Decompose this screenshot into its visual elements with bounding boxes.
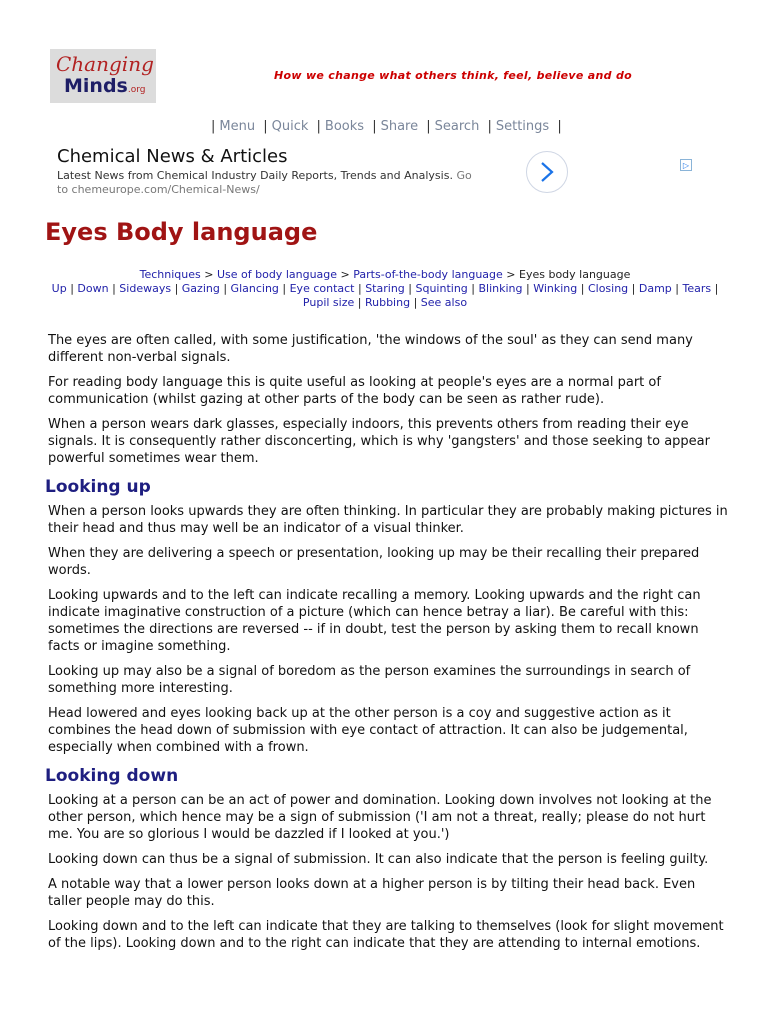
looking-up-paragraph: When a person looks upwards they are often thinking. In particular they are probably making pictures in their head and thus may well be an indicator of a visual thinker. [48, 504, 728, 536]
breadcrumb-current: Eyes body language [519, 268, 631, 281]
ad-arrow-button[interactable] [526, 151, 568, 193]
chevron-right-icon [540, 161, 554, 183]
section-link-see-also[interactable]: See also [420, 296, 468, 309]
article-body [45, 332, 728, 960]
looking-down-paragraph: Looking down can thus be a signal of submission. It can also indicate that the person is feeling guilty. [48, 852, 709, 867]
section-link-gazing[interactable]: Gazing [181, 282, 220, 295]
nav-books[interactable]: Books [324, 119, 365, 134]
logo-line-1: Changing [56, 52, 154, 76]
looking-up-paragraph: Head lowered and eyes looking back up at the other person is a coy and suggestive action as it combines the head down of submission with eye contact of attraction. It can also be judgemental, especially when combined with a frown. [48, 706, 688, 755]
section-link-damp[interactable]: Damp [638, 282, 672, 295]
breadcrumb-parts-of-body[interactable]: Parts-of-the-body language [353, 268, 503, 281]
ad-title[interactable]: Chemical News & Articles [57, 146, 288, 167]
section-link-blinking[interactable]: Blinking [478, 282, 523, 295]
section-link-pupil-size[interactable]: Pupil size [302, 296, 355, 309]
logo-word: Minds [64, 75, 128, 97]
ad-goto-link[interactable]: Go to chemeurope.com/Chemical-News/ [57, 169, 472, 196]
section-link-glancing[interactable]: Glancing [230, 282, 279, 295]
section-links: Up | Down | Sideways | Gazing | Glancing | Eye contact | Staring | Squinting | Blinking | Winking | Closing | Damp | Tears | Pupil size | Rubbing | See also [51, 282, 719, 309]
section-link-rubbing[interactable]: Rubbing [364, 296, 411, 309]
section-link-staring[interactable]: Staring [365, 282, 405, 295]
looking-up-paragraph: Looking up may also be a signal of boredom as the person examines the surroundings in search of something more interesting. [48, 664, 691, 696]
section-link-tears[interactable]: Tears [682, 282, 712, 295]
heading-looking-down: Looking down [45, 766, 179, 786]
intro-paragraph: When a person wears dark glasses, especially indoors, this prevents others from reading their eye signals. It is consequently rather disconcerting, which is why 'gangsters' and those seeking to appear powerful sometimes wear them. [48, 417, 710, 466]
intro-paragraph: The eyes are often called, with some justification, 'the windows of the soul' as they can send many different non-verbal signals. [48, 333, 693, 365]
ad-choices-icon[interactable]: ▷ [680, 159, 692, 171]
heading-looking-up: Looking up [45, 477, 151, 497]
section-link-down[interactable]: Down [77, 282, 109, 295]
page-title: Eyes Body language [45, 218, 318, 246]
looking-down-paragraph: A notable way that a lower person looks down at a higher person is by tilting their head back. Even taller people may do this. [48, 877, 696, 909]
section-link-winking[interactable]: Winking [533, 282, 578, 295]
looking-up-paragraph: When they are delivering a speech or presentation, looking up may be their recalling their prepared words. [48, 546, 700, 578]
breadcrumb [45, 268, 725, 310]
nav-menu[interactable]: Menu [219, 119, 256, 134]
nav-quick[interactable]: Quick [271, 119, 309, 134]
top-nav: | Menu | Quick | Books | Share | Search | Settings | [211, 119, 562, 134]
nav-share[interactable]: Share [380, 119, 419, 134]
section-link-squinting[interactable]: Squinting [415, 282, 468, 295]
section-link-eye-contact[interactable]: Eye contact [289, 282, 355, 295]
ad-description: Latest News from Chemical Industry Daily Reports, Trends and Analysis. [57, 169, 453, 182]
looking-down-paragraph: Looking down and to the left can indicate that they are talking to themselves (look for slight movement of the lips). Looking down and to the right can indicate that they are attending to internal emotions. [48, 919, 724, 951]
breadcrumb-trail: Techniques > Use of body language > Parts-of-the-body language > Eyes body language [139, 268, 631, 281]
ad-body [57, 169, 477, 197]
looking-down-paragraph: Looking at a person can be an act of power and domination. Looking down involves not looking at the other person, which hence may be a sign of submission ('I am not a threat, really; please do not hurt me. You are so glorious I would be dazzled if I looked at you.') [48, 793, 712, 842]
section-link-up[interactable]: Up [51, 282, 67, 295]
site-tagline: How we change what others think, feel, believe and do [274, 69, 632, 82]
breadcrumb-techniques[interactable]: Techniques [139, 268, 201, 281]
breadcrumb-use-of-body-language[interactable]: Use of body language [216, 268, 338, 281]
logo-line-2 [56, 75, 150, 101]
section-link-sideways[interactable]: Sideways [119, 282, 172, 295]
logo-suffix: .org [127, 85, 146, 95]
nav-search[interactable]: Search [434, 119, 480, 134]
looking-up-paragraph: Looking upwards and to the left can indicate recalling a memory. Looking upwards and the right can indicate imaginative construction of a picture (which can hence betray a liar). Be careful with this: sometimes the directions are reversed -- if in doubt, test the person by asking them to recall known facts or imagine something. [48, 588, 701, 654]
site-logo[interactable] [50, 49, 156, 103]
intro-paragraph: For reading body language this is quite useful as looking at people's eyes are a normal part of communication (whilst gazing at other parts of the body can be seen as rather rude). [48, 375, 661, 407]
nav-settings[interactable]: Settings [495, 119, 550, 134]
section-link-closing[interactable]: Closing [587, 282, 629, 295]
